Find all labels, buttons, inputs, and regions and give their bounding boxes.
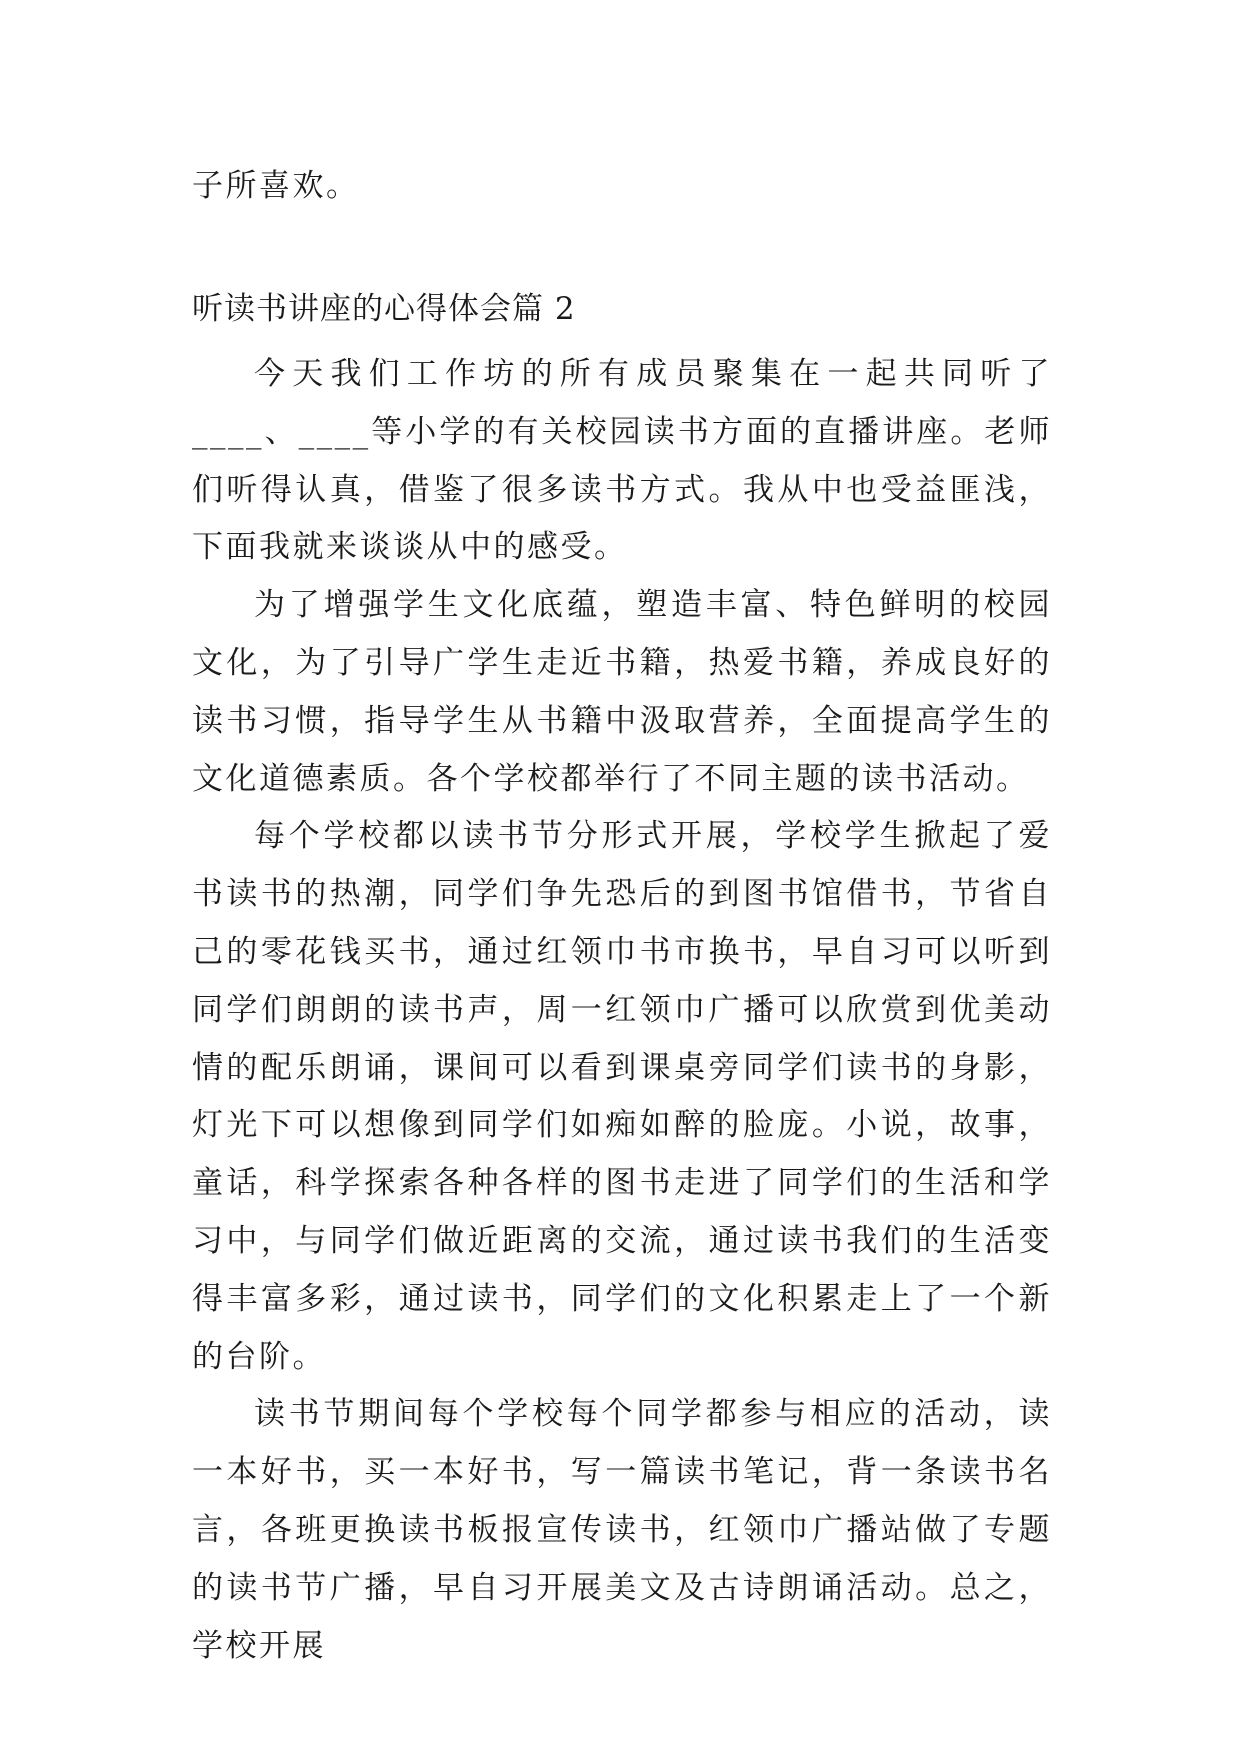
- paragraph-4: 读书节期间每个学校每个同学都参与相应的活动，读一本好书，买一本好书，写一篇读书笔记，背一条读书名言，各班更换读书板报宣传读书，红领巾广播站做了专题的读书节广播，早自习开展美文及古诗朗诵活动。总之，学校开展: [192, 1396, 1052, 1664]
- paragraph-1: 今天我们工作坊的所有成员聚集在一起共同听了____、____等小学的有关校园读书方面的直播讲座。老师们听得认真，借鉴了很多读书方式。我从中也受益匪浅，下面我就来谈谈从中的感受。: [192, 356, 1052, 566]
- article-body: [192, 346, 1052, 1675]
- section-heading: 听读书讲座的心得体会篇 2: [192, 291, 576, 327]
- paragraph-3: 每个学校都以读书节分形式开展，学校学生掀起了爱书读书的热潮，同学们争先恐后的到图书馆借书，节省自己的零花钱买书，通过红领巾书市换书，早自习可以听到同学们朗朗的读书声，周一红领巾广播可以欣赏到优美动情的配乐朗诵，课间可以看到课桌旁同学们读书的身影，灯光下可以想像到同学们如痴如醉的脸庞。小说，故事，童话，科学探索各种各样的图书走进了同学们的生活和学习中，与同学们做近距离的交流，通过读书我们的生活变得丰富多彩，通过读书，同学们的文化积累走上了一个新的台阶。: [192, 818, 1052, 1375]
- continued-text-fragment: 子所喜欢。: [192, 168, 360, 204]
- paragraph-2: 为了增强学生文化底蕴，塑造丰富、特色鲜明的校园文化，为了引导广学生走近书籍，热爱书籍，养成良好的读书习惯，指导学生从书籍中汲取营养，全面提高学生的文化道德素质。各个学校都举行了不同主题的读书活动。: [192, 587, 1052, 797]
